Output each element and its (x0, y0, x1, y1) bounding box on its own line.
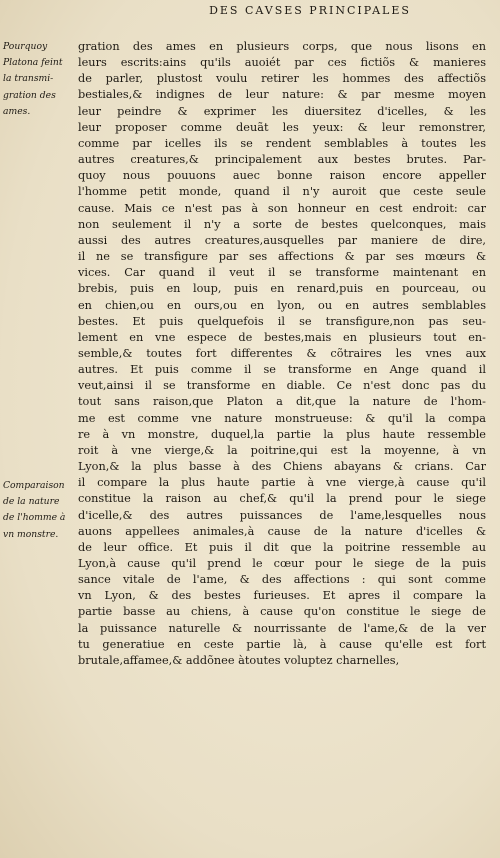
text-line: auons appellees animales,à cause de la nature d'icelles & (78, 524, 486, 538)
text-line: leur proposer comme deuãt les yeux: & leur remonstrer, (78, 120, 486, 134)
text-line: autres creatures,& principalement aux bestes brutes. Par- (78, 153, 486, 167)
margin-note-line: Pourquoy (3, 41, 48, 52)
text-line: vn Lyon, & des bestes furieuses. Et apres il compare la (78, 589, 486, 603)
margin-note-line: Comparaison (3, 480, 65, 491)
text-line: lement en vne espece de bestes,mais en plusieurs tout en- (78, 330, 486, 344)
text-line: vices. Car quand il veut il se transforme maintenant en (78, 266, 486, 280)
text-line: Lyon,& la plus basse à des Chiens abayans & crians. Car (78, 460, 486, 474)
margin-note-line: Platona feint (3, 57, 63, 69)
text-line: d'icelle,& des autres puissances de l'ame,lesquelles nous (78, 508, 486, 522)
text-line: non seulement il n'y a sorte de bestes quelconques, mais (78, 217, 486, 231)
margin-note-line: gration des (3, 89, 56, 101)
running-head: DES CAVSES PRINCIPALES (209, 4, 411, 17)
text-line: autres. Et puis comme il se transforme en Ange quand il (78, 363, 486, 377)
text-line: quoy nous pouuons auec bonne raison encore appeller (78, 169, 486, 183)
text-line: comme par icelles ils se rendent semblables à toutes les (78, 136, 486, 150)
text-line: l'homme petit monde, quand il n'y auroit que ceste seule (78, 185, 486, 199)
margin-note-1 (3, 39, 79, 120)
text-line: bestiales,& indignes de leur nature: & par mesme moyen (78, 88, 486, 102)
text-line: la puissance naturelle & nourrissante de l'ame,& de la ver (78, 621, 486, 635)
margin-note-line: ames. (3, 105, 31, 117)
text-line: re à vn monstre, duquel,la partie la plus haute ressemble (78, 427, 486, 441)
text-line: roit à vne vierge,& la poitrine,qui est la moyenne, à vn (78, 443, 486, 457)
margin-note-2 (3, 478, 79, 543)
margin-note-line: la transmi- (3, 73, 54, 85)
text-line: il ne se transfigure par ses affections & par ses mœurs & (78, 250, 486, 264)
text-line: en chien,ou en ours,ou en lyon, ou en autres semblables (78, 298, 486, 312)
text-line: cause. Mais ce n'est pas à son honneur en cest endroit: car (78, 201, 486, 215)
text-line: tu generatiue en ceste partie là, à cause qu'elle est fort (78, 637, 486, 651)
text-line: semble,& toutes fort differentes & cõtraires les vnes aux (78, 346, 486, 360)
text-line: il compare la plus haute partie à vne vierge,à cause qu'il (78, 476, 486, 490)
margin-note-line: vn monstre. (3, 528, 59, 540)
text-line: sance vitale de l'ame, & des affections : qui sont comme (78, 573, 486, 587)
text-line: de leur office. Et puis il dit que la poitrine ressemble au (78, 540, 486, 554)
text-line: Lyon,à cause qu'il prend le cœur pour le siege de la puis (78, 557, 486, 570)
text-line: brebis, puis en loup, puis en renard,puis en pourceau, ou (78, 282, 486, 296)
text-line: me est comme vne nature monstrueuse: & qu'il la compa (78, 411, 486, 425)
text-line: constitue la raison au chef,& qu'il la prend pour le siege (78, 492, 486, 506)
text-line: leur peindre & exprimer les diuersitez d'icelles, & les (78, 104, 486, 118)
text-line: bestes. Et puis quelquefois il se transfigure,non pas seu- (78, 314, 486, 328)
text-line: partie basse au chiens, à cause qu'on constitue le siege de (78, 605, 486, 619)
text-line: veut,ainsi il se transforme en diable. Ce n'est donc pas du (78, 379, 486, 393)
margin-note-line: de l'homme à (3, 512, 66, 524)
text-line: de parler, plustost voulu retirer les hommes des affectiõs (78, 72, 486, 86)
text-line: tout sans raison,que Platon a dit,que la nature de l'hom- (78, 395, 486, 409)
text-line: gration des ames en plusieurs corps, que nous lisons en (78, 40, 486, 53)
body-text (78, 39, 486, 669)
margin-note-line: de la nature (3, 496, 60, 508)
text-line: leurs escrits:ains qu'ils auoiét par ces fictiõs & manieres (78, 56, 486, 70)
text-line: brutale,affamee,& addõnee àtoutes voluptez charnelles, (78, 653, 400, 667)
text-line: aussi des autres creatures,ausquelles par maniere de dire, (78, 233, 486, 247)
